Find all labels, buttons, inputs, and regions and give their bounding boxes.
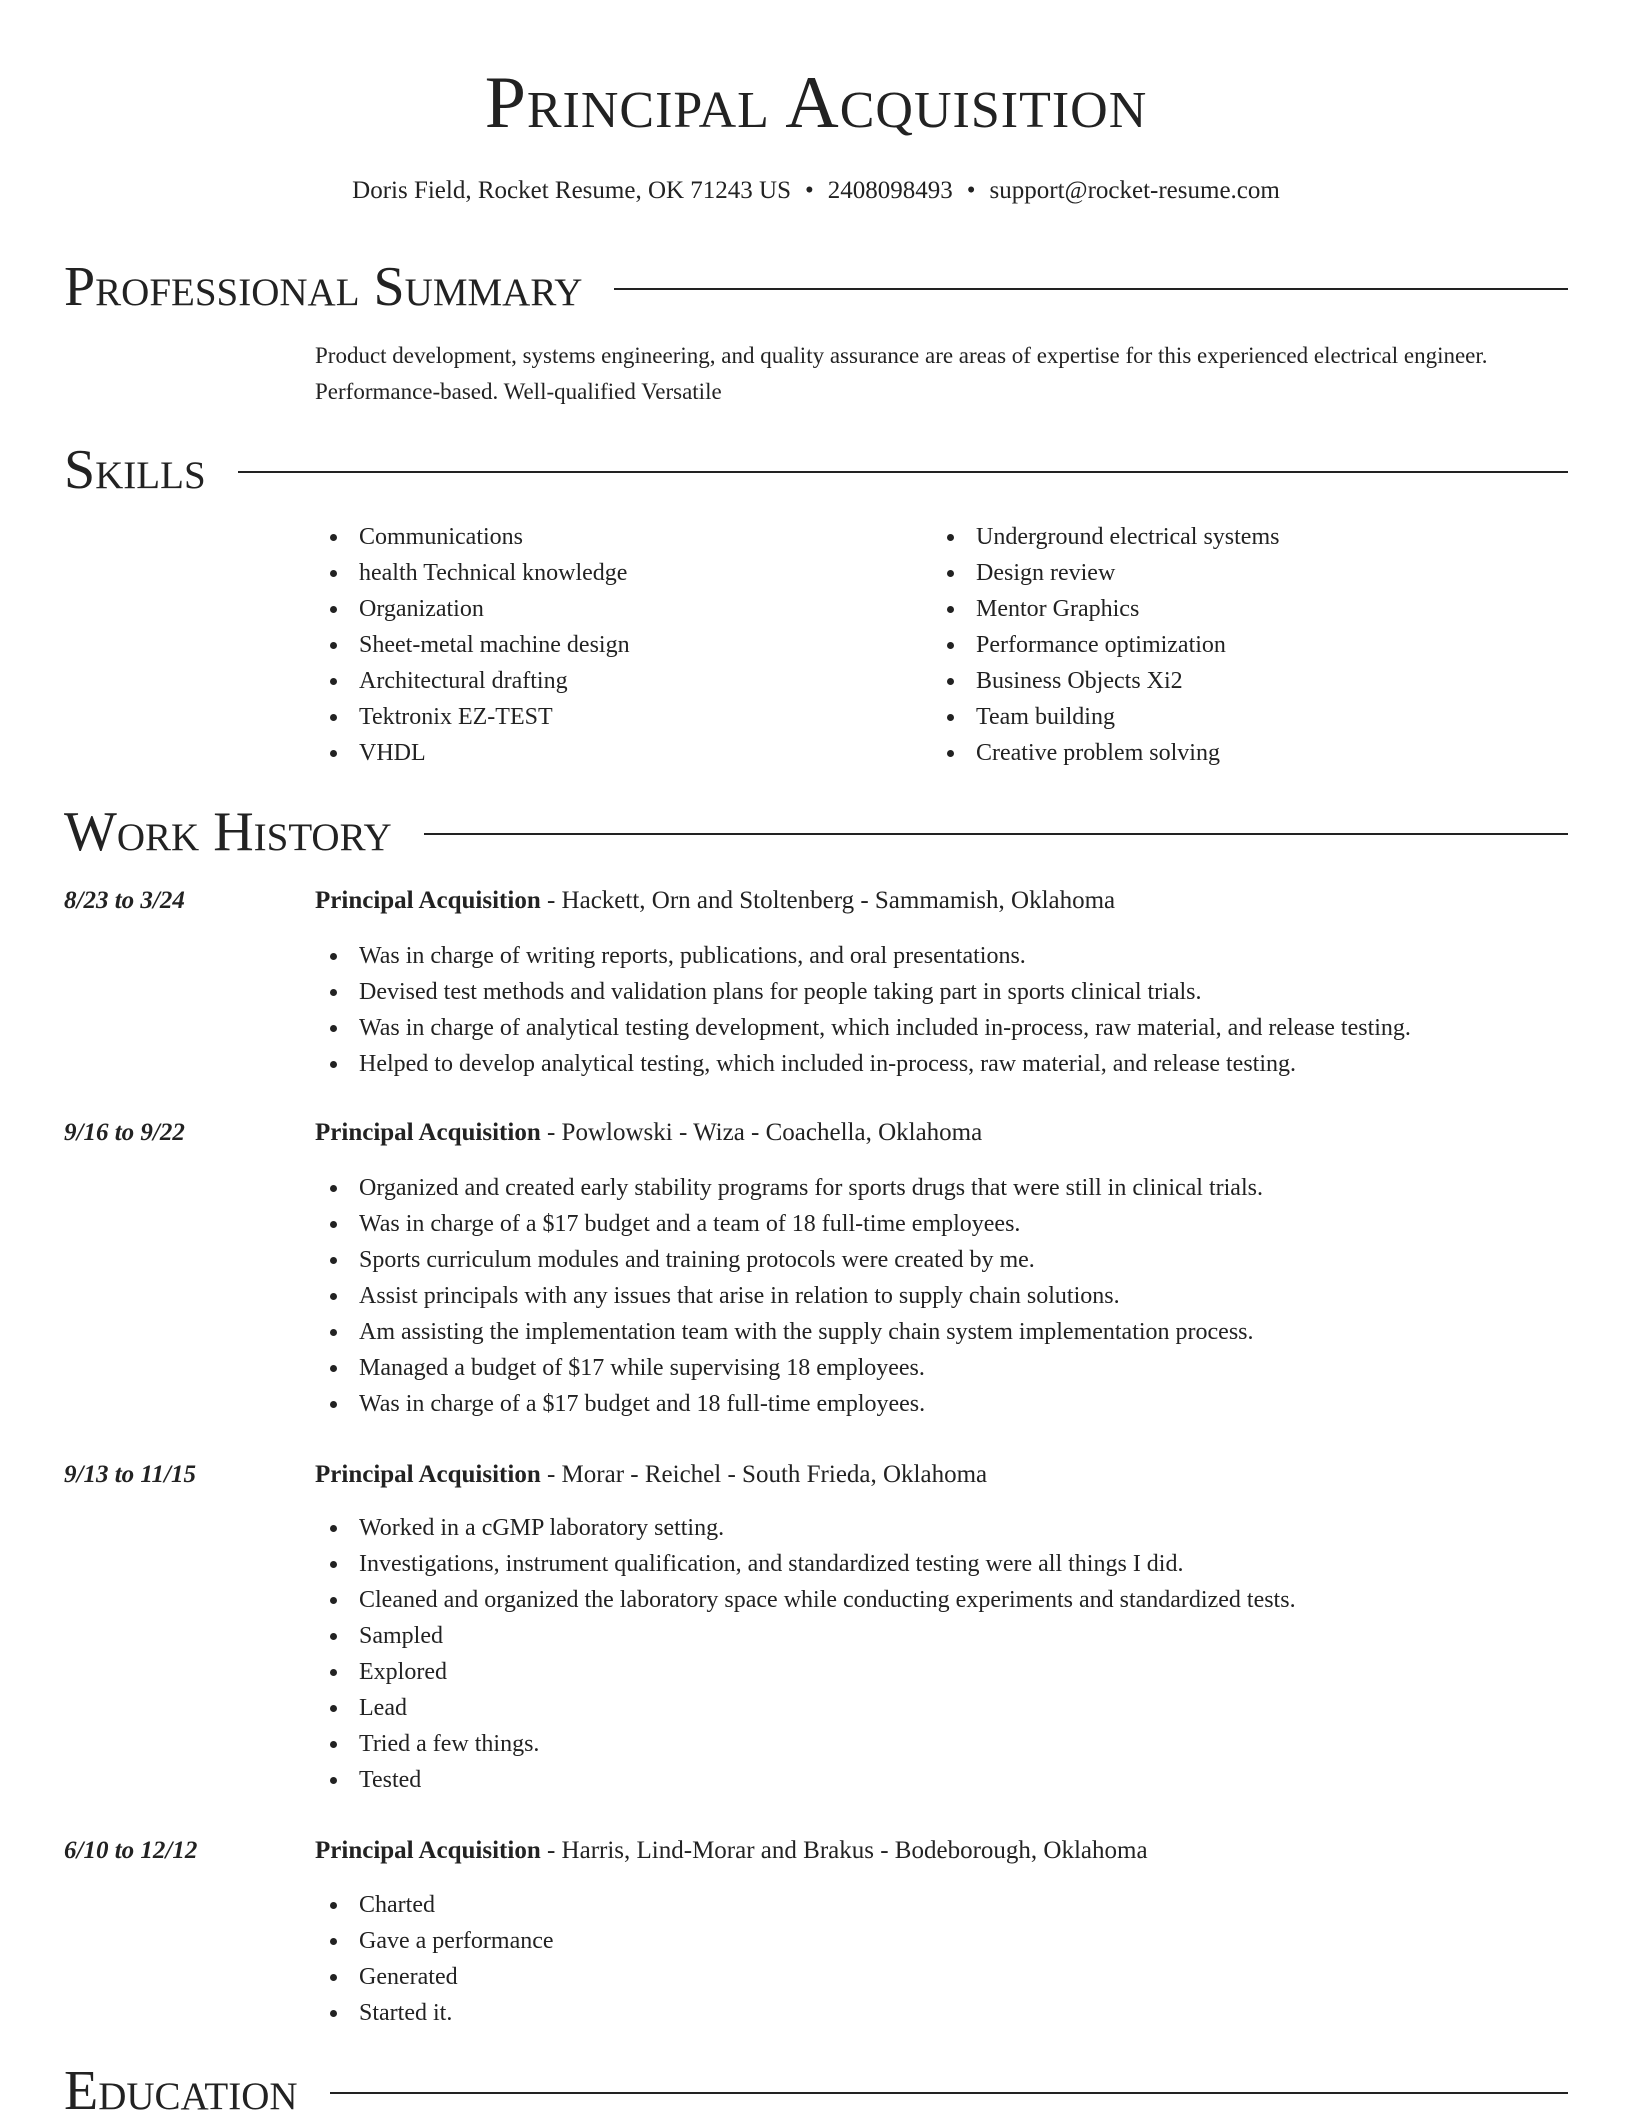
- job-bullet-item: Managed a budget of $17 while supervising 18 employees.: [315, 1350, 1263, 1386]
- skill-item: Tektronix EZ-TEST: [315, 699, 630, 735]
- skill-item: Design review: [932, 555, 1279, 591]
- job-bullet-item: Gave a performance: [315, 1923, 554, 1959]
- job-role: Principal Acquisition: [315, 1461, 541, 1488]
- job-title-line: [315, 1833, 1148, 1869]
- job-bullet-item: Am assisting the implementation team with the supply chain system implementation process.: [315, 1314, 1263, 1350]
- section-title: Education: [64, 2060, 298, 2122]
- job-dates: 9/13 to 11/15: [64, 1461, 196, 1488]
- skill-item: Performance optimization: [932, 627, 1279, 663]
- job-role: Principal Acquisition: [315, 887, 541, 914]
- skill-item: Sheet-metal machine design: [315, 627, 630, 663]
- job-bullet-item: Was in charge of writing reports, publications, and oral presentations.: [315, 938, 1411, 974]
- contact-address: Doris Field, Rocket Resume, OK 71243 US: [352, 177, 792, 204]
- job-dates: 6/10 to 12/12: [64, 1837, 198, 1864]
- job-bullet-item: Generated: [315, 1959, 554, 1995]
- job-title-line: [315, 1115, 982, 1151]
- job-dates: 9/16 to 9/22: [64, 1119, 185, 1146]
- job-bullet-item: Sports curriculum modules and training protocols were created by me.: [315, 1242, 1263, 1278]
- job-employer: - Hackett, Orn and Stoltenberg - Sammamish, Oklahoma: [540, 887, 1116, 914]
- job-title-line: [315, 883, 1115, 919]
- skill-item: Team building: [932, 699, 1279, 735]
- job-bullet-item: Charted: [315, 1887, 554, 1923]
- job-bullet-item: Tested: [315, 1762, 1296, 1798]
- section-divider: [330, 2092, 1568, 2094]
- contact-phone: 2408098493: [827, 177, 953, 204]
- job-bullet-item: Was in charge of analytical testing development, which included in-process, raw material, and release testing.: [315, 1010, 1411, 1046]
- job-bullet-item: Was in charge of a $17 budget and 18 full-time employees.: [315, 1386, 1263, 1422]
- job-bullet-item: Was in charge of a $17 budget and a team of 18 full-time employees.: [315, 1206, 1263, 1242]
- candidate-name: Principal Acquisition: [484, 62, 1148, 144]
- contact-separator: •: [966, 177, 976, 204]
- section-title: Work History: [64, 801, 392, 863]
- skill-item: Creative problem solving: [932, 735, 1279, 771]
- job-dates: 8/23 to 3/24: [64, 887, 185, 914]
- skill-item: health Technical knowledge: [315, 555, 630, 591]
- job-title-line: [315, 1457, 987, 1493]
- section-heading-education: [64, 2058, 1568, 2124]
- job-employer: - Powlowski - Wiza - Coachella, Oklahoma: [540, 1119, 983, 1146]
- summary-text: Product development, systems engineering, and quality assurance are areas of expertise for this experienced electrical engineer. Performance-based. Well-qualified Versatile: [315, 343, 1488, 404]
- section-heading-summary: [64, 254, 1568, 320]
- skill-item: Business Objects Xi2: [932, 663, 1279, 699]
- section-divider: [614, 288, 1568, 290]
- section-divider: [424, 833, 1568, 835]
- skill-item: Mentor Graphics: [932, 591, 1279, 627]
- section-title: Skills: [64, 439, 206, 501]
- job-bullet-item: Helped to develop analytical testing, which included in-process, raw material, and release testing.: [315, 1046, 1411, 1082]
- skill-item: Communications: [315, 519, 630, 555]
- section-heading-skills: [64, 437, 1568, 503]
- skill-item: Underground electrical systems: [932, 519, 1279, 555]
- job-employer: - Harris, Lind-Morar and Brakus - Bodeborough, Oklahoma: [540, 1837, 1148, 1864]
- job-bullet-item: Assist principals with any issues that arise in relation to supply chain solutions.: [315, 1278, 1263, 1314]
- job-bullet-item: Investigations, instrument qualification, and standardized testing were all things I did.: [315, 1546, 1296, 1582]
- job-role: Principal Acquisition: [315, 1119, 541, 1146]
- job-bullet-item: Devised test methods and validation plans for people taking part in sports clinical trials.: [315, 974, 1411, 1010]
- section-heading-work-history: [64, 799, 1568, 865]
- job-bullets: [315, 1887, 554, 2031]
- job-bullet-item: Cleaned and organized the laboratory space while conducting experiments and standardized tests.: [315, 1582, 1296, 1618]
- section-title: Professional Summary: [64, 256, 583, 318]
- skill-item: VHDL: [315, 735, 630, 771]
- job-employer: - Morar - Reichel - South Frieda, Oklahoma: [540, 1461, 988, 1488]
- skill-item: Organization: [315, 591, 630, 627]
- contact-separator: •: [805, 177, 814, 204]
- job-bullets: [315, 1170, 1263, 1422]
- section-divider: [238, 471, 1568, 473]
- job-bullet-item: Explored: [315, 1654, 1296, 1690]
- skills-list-right: [932, 519, 1279, 771]
- job-bullets: [315, 938, 1411, 1082]
- job-bullet-item: Lead: [315, 1690, 1296, 1726]
- job-role: Principal Acquisition: [315, 1837, 541, 1864]
- job-bullet-item: Organized and created early stability programs for sports drugs that were still in clinical trials.: [315, 1170, 1263, 1206]
- job-bullet-item: Tried a few things.: [315, 1726, 1296, 1762]
- contact-line: [0, 173, 1632, 209]
- job-bullet-item: Sampled: [315, 1618, 1296, 1654]
- skill-item: Architectural drafting: [315, 663, 630, 699]
- job-bullet-item: Worked in a cGMP laboratory setting.: [315, 1510, 1296, 1546]
- job-bullet-item: Started it.: [315, 1995, 554, 2031]
- job-bullets: [315, 1510, 1296, 1798]
- skills-list-left: [315, 519, 630, 771]
- contact-email: support@rocket-resume.com: [989, 177, 1280, 204]
